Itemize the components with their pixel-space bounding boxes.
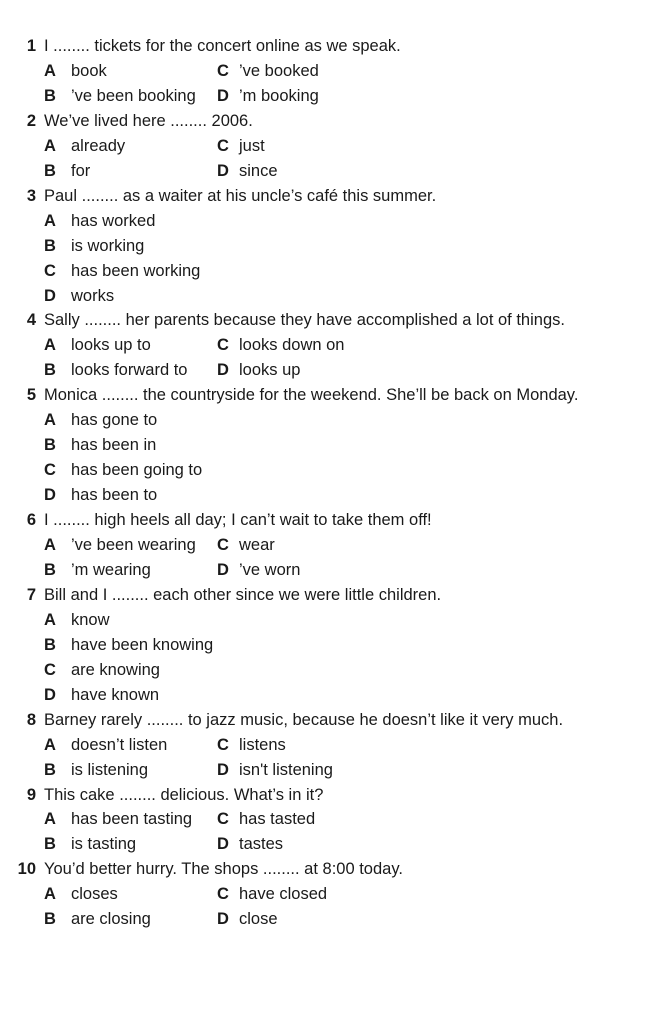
option-letter: D — [217, 86, 229, 105]
option-text: just — [239, 136, 265, 155]
options-row — [0, 359, 656, 381]
option-text: has been in — [71, 436, 157, 455]
question-row — [0, 185, 656, 207]
options-row — [0, 659, 656, 681]
option-text: has gone to — [71, 411, 158, 430]
options-row — [0, 759, 656, 781]
option-text: is tasting — [71, 835, 137, 854]
option-text: book — [71, 61, 107, 80]
option-letter: B — [44, 361, 56, 380]
option-letter: D — [217, 760, 229, 779]
question-row — [0, 784, 656, 806]
question-row — [0, 584, 656, 606]
option-letter: C — [217, 536, 229, 554]
question-row — [0, 35, 656, 57]
option-letter: C — [217, 885, 229, 904]
option-text: are knowing — [71, 660, 160, 679]
options-row — [0, 734, 656, 756]
option-text: ’ve worn — [239, 560, 301, 579]
option-text: doesn’t listen — [71, 735, 168, 754]
options-row — [0, 833, 656, 855]
question-row — [0, 509, 656, 531]
option-letter: A — [44, 810, 56, 829]
option-text: ’ve been wearing — [71, 536, 196, 554]
option-letter: A — [44, 885, 56, 904]
question-row — [0, 384, 656, 406]
option-text: tastes — [239, 835, 284, 854]
options-row — [0, 409, 656, 431]
question-number: 8 — [26, 710, 36, 729]
option-text: works — [71, 286, 115, 305]
option-letter: D — [217, 910, 229, 929]
option-letter: A — [44, 336, 56, 355]
options-row — [0, 459, 656, 481]
option-text: ’ve booked — [239, 61, 319, 80]
option-text: already — [71, 136, 126, 155]
option-letter: D — [44, 685, 56, 704]
option-text: know — [71, 610, 110, 629]
option-text: has been to — [71, 486, 158, 505]
option-text: are closing — [71, 910, 151, 929]
question-row — [0, 709, 656, 731]
options-row — [0, 684, 656, 706]
option-letter: C — [217, 810, 229, 829]
options-row — [0, 210, 656, 232]
question-number: 5 — [26, 386, 36, 405]
option-letter: B — [44, 236, 56, 255]
option-letter: C — [44, 461, 56, 480]
question-text: Paul ........ as a waiter at his uncle’s café this summer. — [44, 186, 437, 205]
option-letter: D — [217, 835, 229, 854]
option-letter: A — [44, 735, 56, 754]
option-text: wear — [239, 536, 275, 554]
option-text: looks up — [239, 361, 301, 380]
option-letter: A — [44, 61, 56, 80]
options-row — [0, 334, 656, 356]
option-text: looks forward to — [71, 361, 188, 380]
options-row — [0, 908, 656, 930]
option-text: has been going to — [71, 461, 203, 480]
option-letter: C — [217, 136, 229, 155]
options-row — [0, 559, 656, 581]
question-text: Barney rarely ........ to jazz music, because he doesn’t like it very much. — [44, 710, 564, 729]
option-letter: B — [44, 560, 56, 579]
option-letter: A — [44, 411, 56, 430]
option-text: is working — [71, 236, 145, 255]
option-text: looks up to — [71, 336, 151, 355]
question-number: 1 — [26, 37, 36, 55]
option-text: for — [71, 161, 91, 180]
options-row — [0, 434, 656, 456]
option-text: is listening — [71, 760, 149, 779]
option-letter: B — [44, 436, 56, 455]
option-letter: A — [44, 536, 56, 554]
option-letter: B — [44, 910, 56, 929]
option-text: ’m wearing — [71, 560, 151, 579]
question-number: 9 — [26, 785, 36, 804]
option-letter: C — [217, 61, 229, 80]
question-text: I ........ tickets for the concert online as we speak. — [44, 37, 401, 55]
option-letter: D — [44, 286, 56, 305]
options-row — [0, 60, 656, 82]
option-letter: A — [44, 610, 56, 629]
question-text: Monica ........ the countryside for the weekend. She’ll be back on Monday. — [44, 386, 579, 405]
options-row — [0, 235, 656, 257]
option-letter: B — [44, 835, 56, 854]
option-letter: D — [217, 361, 229, 380]
question-number: 4 — [26, 311, 36, 330]
options-row — [0, 260, 656, 282]
question-text: This cake ........ delicious. What’s in it? — [44, 785, 324, 804]
option-letter: B — [44, 86, 56, 105]
question-text: Bill and I ........ each other since we were little children. — [44, 585, 442, 604]
options-row — [0, 883, 656, 905]
option-letter: D — [44, 486, 56, 505]
options-row — [0, 484, 656, 506]
question-text: You’d better hurry. The shops ........ at 8:00 today. — [44, 860, 403, 879]
option-text: have been knowing — [71, 635, 214, 654]
options-row — [0, 534, 656, 556]
options-row — [0, 285, 656, 307]
option-text: close — [239, 910, 278, 929]
options-row — [0, 634, 656, 656]
option-letter: B — [44, 760, 56, 779]
option-text: has worked — [71, 211, 156, 230]
options-row — [0, 609, 656, 631]
option-text: ’m booking — [239, 86, 319, 105]
option-letter: C — [44, 261, 56, 280]
question-number: 6 — [26, 511, 36, 530]
option-text: has been working — [71, 261, 201, 280]
option-letter: B — [44, 161, 56, 180]
option-letter: C — [44, 660, 56, 679]
option-text: has been tasting — [71, 810, 193, 829]
question-row — [0, 309, 656, 331]
option-text: have closed — [239, 885, 328, 904]
question-text: I ........ high heels all day; I can’t wait to take them off! — [44, 511, 432, 530]
option-text: isn't listening — [239, 760, 333, 779]
options-row — [0, 85, 656, 107]
option-letter: D — [217, 161, 229, 180]
option-text: listens — [239, 735, 286, 754]
option-letter: A — [44, 136, 56, 155]
option-letter: A — [44, 211, 56, 230]
question-text: Sally ........ her parents because they have accomplished a lot of things. — [44, 311, 565, 330]
option-letter: C — [217, 735, 229, 754]
question-row — [0, 110, 656, 132]
question-number: 2 — [26, 111, 36, 130]
option-letter: B — [44, 635, 56, 654]
option-text: since — [239, 161, 278, 180]
question-row — [0, 858, 656, 880]
option-text: looks down on — [239, 336, 345, 355]
option-letter: C — [217, 336, 229, 355]
options-row — [0, 135, 656, 157]
question-number: 3 — [26, 186, 36, 205]
option-text: ’ve been booking — [71, 86, 196, 105]
options-row — [0, 808, 656, 830]
option-letter: D — [217, 560, 229, 579]
option-text: have known — [71, 685, 160, 704]
option-text: closes — [71, 885, 118, 904]
options-row — [0, 160, 656, 182]
question-number: 10 — [17, 860, 36, 879]
option-text: has tasted — [239, 810, 316, 829]
question-text: We’ve lived here ........ 2006. — [44, 111, 253, 130]
question-number: 7 — [26, 585, 36, 604]
